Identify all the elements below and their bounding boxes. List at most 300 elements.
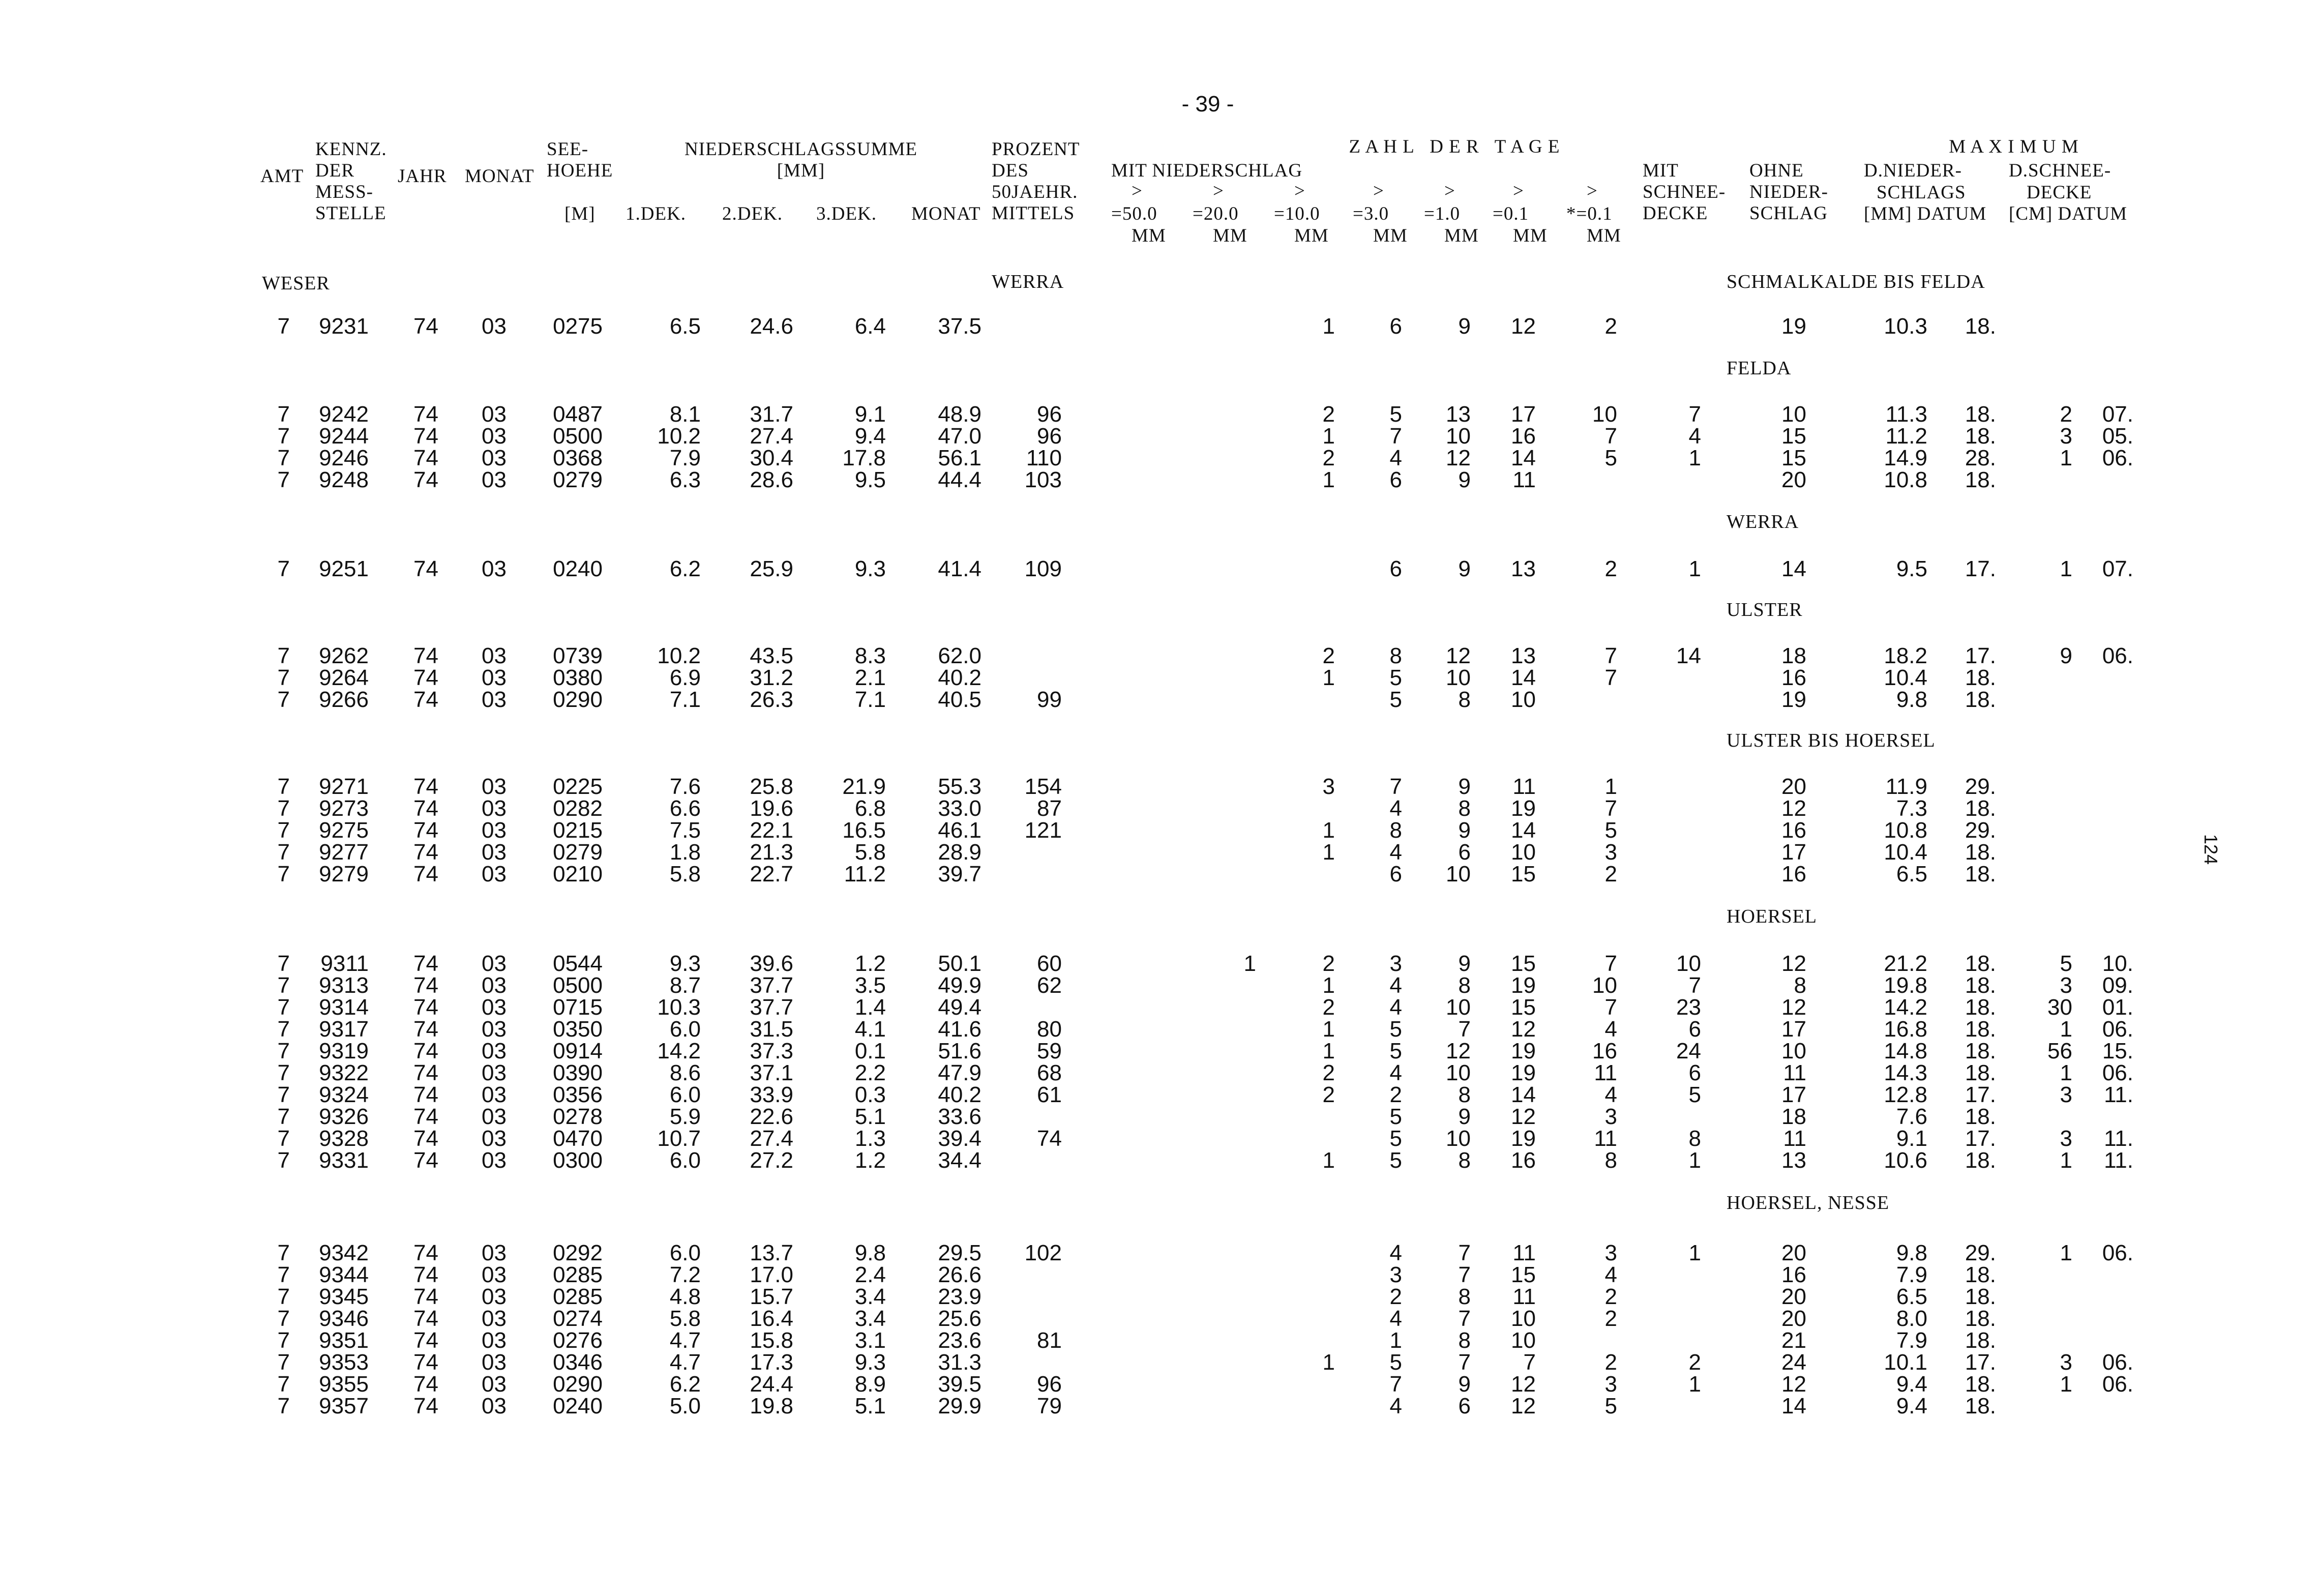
table-cell: 9357 [319, 1394, 369, 1418]
table-cell: 03 [482, 402, 507, 427]
table-cell: 13 [1511, 556, 1536, 581]
header-seehoehe-line: HOEHE [547, 160, 613, 181]
table-cell: 9.3 [854, 556, 886, 581]
table-cell: 8 [1458, 1082, 1471, 1107]
table-cell: 74 [413, 1262, 438, 1287]
table-cell: 18. [1965, 1104, 1996, 1129]
table-cell: 10. [2102, 951, 2133, 976]
table-cell: 03 [482, 1372, 507, 1397]
table-cell: 96 [1037, 1372, 1062, 1397]
table-cell: 1.2 [854, 951, 886, 976]
table-cell: 7.6 [1896, 1104, 1927, 1129]
table-cell: 0346 [553, 1350, 603, 1375]
table-cell: 14 [1676, 643, 1701, 668]
table-cell: 9 [1458, 314, 1471, 339]
table-cell: 31.3 [938, 1350, 981, 1375]
table-cell: 03 [482, 840, 507, 865]
table-cell: 9279 [319, 862, 369, 886]
table-cell: 40.2 [938, 1082, 981, 1107]
table-cell: 74 [413, 446, 438, 470]
table-cell: 40.5 [938, 687, 981, 712]
table-cell: 9313 [319, 973, 369, 998]
table-cell: 12 [1781, 951, 1806, 976]
table-cell: 0914 [553, 1039, 603, 1063]
table-cell: 19.6 [750, 796, 793, 821]
header-max-schnee-line: [CM] DATUM [2009, 203, 2128, 224]
table-cell: 9317 [319, 1017, 369, 1042]
table-cell: 5 [1604, 818, 1617, 843]
table-cell: 28.6 [750, 467, 793, 492]
table-cell: 19.8 [750, 1394, 793, 1418]
table-cell: 80 [1037, 1017, 1062, 1042]
table-cell: 06. [2102, 643, 2133, 668]
table-cell: 10 [1511, 1328, 1536, 1353]
table-cell: 49.9 [938, 973, 981, 998]
table-cell: 9311 [320, 951, 369, 976]
table-cell: 39.5 [938, 1372, 981, 1397]
table-cell: 56 [2047, 1039, 2072, 1063]
table-cell: 10 [1446, 995, 1471, 1020]
table-cell: 27.4 [750, 424, 793, 449]
header-dek-col: 1.DEK. [626, 203, 687, 224]
table-cell: 7.9 [1896, 1262, 1927, 1287]
table-cell: 06. [2102, 1350, 2133, 1375]
table-cell: 7 [277, 1350, 290, 1375]
table-cell: 1 [2060, 1372, 2072, 1397]
table-cell: 20 [1781, 1240, 1806, 1265]
table-cell: 0356 [553, 1082, 603, 1107]
table-cell: 1.4 [854, 995, 886, 1020]
header-prozent-line: PROZENT [992, 139, 1080, 160]
table-cell: 0279 [553, 467, 603, 492]
table-cell: 16.8 [1884, 1017, 1927, 1042]
header-threshold: =3.0 [1353, 203, 1389, 224]
table-cell: 9242 [319, 402, 369, 427]
table-cell: 1 [2060, 446, 2072, 470]
table-cell: 19 [1781, 314, 1806, 339]
table-cell: 16 [1781, 862, 1806, 886]
table-cell: 3 [2060, 424, 2072, 449]
table-cell: 9324 [319, 1082, 369, 1107]
table-cell: 1 [1688, 1240, 1701, 1265]
table-cell: 1 [2060, 1017, 2072, 1042]
table-cell: 03 [482, 951, 507, 976]
table-cell: 9271 [319, 774, 369, 799]
table-cell: 9251 [319, 556, 369, 581]
table-cell: 18. [1965, 796, 1996, 821]
table-cell: 1 [1688, 1148, 1701, 1173]
table-cell: 4 [1389, 973, 1402, 998]
table-cell: 4.8 [669, 1284, 701, 1309]
table-cell: 24.4 [750, 1372, 793, 1397]
table-cell: 7 [277, 665, 290, 690]
table-cell: 5.1 [854, 1394, 886, 1418]
table-cell: 2 [1688, 1350, 1701, 1375]
table-cell: 7.1 [854, 687, 886, 712]
header-dek-col: 3.DEK. [816, 203, 877, 224]
table-cell: 11 [1512, 467, 1536, 492]
table-cell: 13 [1511, 643, 1536, 668]
table-cell: 4.1 [854, 1017, 886, 1042]
table-cell: 7 [277, 1262, 290, 1287]
table-cell: 9346 [319, 1306, 369, 1331]
table-cell: 29.5 [938, 1240, 981, 1265]
table-cell: 3 [1322, 774, 1335, 799]
table-cell: 3 [2060, 1350, 2072, 1375]
table-cell: 2 [1322, 446, 1335, 470]
table-cell: 14 [1511, 446, 1536, 470]
header-threshold-gt: > [1513, 181, 1524, 201]
header-mit-schneedecke-line: SCHNEE- [1643, 182, 1726, 202]
table-cell: 03 [482, 1082, 507, 1107]
table-cell: 6.9 [669, 665, 701, 690]
table-cell: 7 [277, 1148, 290, 1173]
table-cell: 1 [1688, 1372, 1701, 1397]
table-cell: 74 [413, 796, 438, 821]
table-cell: 13.7 [750, 1240, 793, 1265]
table-cell: 15. [2102, 1039, 2133, 1063]
table-cell: 9.5 [1896, 556, 1927, 581]
table-cell: 15 [1511, 1262, 1536, 1287]
table-cell: 18. [1965, 314, 1996, 339]
table-cell: 6 [1458, 1394, 1471, 1418]
table-cell: 03 [482, 1017, 507, 1042]
table-cell: 8.0 [1896, 1306, 1927, 1331]
table-cell: 2 [1604, 862, 1617, 886]
table-cell: 0500 [553, 424, 603, 449]
header-threshold: =20.0 [1193, 203, 1239, 224]
table-cell: 19 [1511, 1126, 1536, 1151]
table-cell: 74 [413, 556, 438, 581]
table-cell: 39.7 [938, 862, 981, 886]
table-cell: 7 [1458, 1240, 1471, 1265]
table-cell: 43.5 [750, 643, 793, 668]
table-cell: 7 [277, 862, 290, 886]
table-cell: 16 [1781, 1262, 1806, 1287]
table-cell: 18. [1965, 1148, 1996, 1173]
table-cell: 7 [1604, 951, 1617, 976]
table-cell: 74 [413, 314, 438, 339]
table-cell: 5 [1604, 1394, 1617, 1418]
table-cell: 10.4 [1884, 840, 1927, 865]
table-cell: 7 [277, 1126, 290, 1151]
table-cell: 10 [1781, 1039, 1806, 1063]
table-cell: 7 [277, 424, 290, 449]
table-cell: 11.2 [1885, 424, 1927, 449]
table-cell: 8 [1794, 973, 1806, 998]
table-cell: 10.4 [1884, 665, 1927, 690]
table-cell: 59 [1037, 1039, 1062, 1063]
table-cell: 3.4 [854, 1306, 886, 1331]
table-cell: 1 [1322, 424, 1335, 449]
table-cell: 0282 [553, 796, 603, 821]
header-max-schnee-line: DECKE [2027, 182, 2092, 203]
table-cell: 9342 [319, 1240, 369, 1265]
table-cell: 15.7 [750, 1284, 793, 1309]
table-cell: 74 [413, 1126, 438, 1151]
table-cell: 11.2 [844, 862, 886, 886]
table-cell: 29.9 [938, 1394, 981, 1418]
table-cell: 39.4 [938, 1126, 981, 1151]
table-cell: 7 [1604, 643, 1617, 668]
table-cell: 8 [1604, 1148, 1617, 1173]
table-cell: 20 [1781, 1306, 1806, 1331]
table-cell: 12 [1446, 446, 1471, 470]
table-cell: 19 [1511, 796, 1536, 821]
table-cell: 40.2 [938, 665, 981, 690]
table-cell: 06. [2102, 446, 2133, 470]
table-cell: 5.9 [669, 1104, 701, 1129]
table-cell: 2 [1322, 1060, 1335, 1085]
table-cell: 0210 [553, 862, 603, 886]
table-cell: 10 [1446, 862, 1471, 886]
header-threshold-gt: > [1294, 181, 1305, 201]
table-cell: 18. [1965, 665, 1996, 690]
header-kennz-line: MESS- [315, 182, 373, 202]
table-cell: 10.7 [657, 1126, 701, 1151]
table-cell: 7 [277, 446, 290, 470]
table-cell: 2 [1322, 995, 1335, 1020]
header-prozent-line: 50JAEHR. [992, 182, 1078, 202]
table-cell: 9355 [319, 1372, 369, 1397]
table-cell: 6 [1389, 862, 1402, 886]
table-cell: 1.3 [854, 1126, 886, 1151]
table-cell: 7 [277, 643, 290, 668]
table-cell: 19.8 [1884, 973, 1927, 998]
table-cell: 39.6 [750, 951, 793, 976]
table-cell: 21.3 [750, 840, 793, 865]
table-cell: 09. [2102, 973, 2133, 998]
table-cell: 103 [1024, 467, 1062, 492]
header-mit-schneedecke-line: DECKE [1643, 203, 1708, 224]
table-cell: 7 [1458, 1017, 1471, 1042]
table-cell: 74 [413, 1284, 438, 1309]
table-cell: 6.0 [669, 1148, 701, 1173]
table-cell: 9326 [319, 1104, 369, 1129]
table-cell: 2 [1604, 556, 1617, 581]
table-cell: 6 [1688, 1060, 1701, 1085]
table-cell: 31.7 [750, 402, 793, 427]
table-cell: 21.9 [842, 774, 886, 799]
table-cell: 03 [482, 818, 507, 843]
header-max-nieder-line: D.NIEDER- [1864, 160, 1962, 181]
table-cell: 21.2 [1884, 951, 1927, 976]
table-cell: 7 [277, 1284, 290, 1309]
table-cell: 6.8 [854, 796, 886, 821]
table-cell: 7.6 [669, 774, 701, 799]
table-cell: 14 [1511, 1082, 1536, 1107]
table-cell: 11. [2104, 1082, 2133, 1107]
table-cell: 0276 [553, 1328, 603, 1353]
table-cell: 8 [1688, 1126, 1701, 1151]
table-cell: 74 [413, 1082, 438, 1107]
header-prozent-line: MITTELS [992, 203, 1075, 224]
table-cell: 1 [1322, 1148, 1335, 1173]
table-cell: 8.3 [854, 643, 886, 668]
header-threshold-unit: MM [1213, 225, 1247, 246]
table-cell: 8 [1458, 1328, 1471, 1353]
table-cell: 11. [2104, 1126, 2133, 1151]
table-cell: 20 [1781, 1284, 1806, 1309]
table-cell: 25.9 [750, 556, 793, 581]
table-cell: 0544 [553, 951, 603, 976]
table-cell: 9.1 [1896, 1126, 1927, 1151]
table-cell: 1 [1322, 314, 1335, 339]
table-cell: 5 [1389, 687, 1402, 712]
table-cell: 11 [1512, 1284, 1536, 1309]
table-cell: 5 [1389, 402, 1402, 427]
table-cell: 62 [1037, 973, 1062, 998]
header-kennz-line: KENNZ. [315, 139, 387, 160]
table-cell: 37.7 [750, 973, 793, 998]
table-cell: 17 [1781, 1017, 1806, 1042]
table-cell: 9 [1458, 774, 1471, 799]
table-cell: 18. [1965, 1284, 1996, 1309]
table-cell: 23.9 [938, 1284, 981, 1309]
table-cell: 10 [1511, 840, 1536, 865]
table-cell: 0290 [553, 1372, 603, 1397]
table-cell: 7 [277, 687, 290, 712]
table-cell: 9 [1458, 556, 1471, 581]
table-cell: 1 [1322, 818, 1335, 843]
table-cell: 18 [1781, 1104, 1806, 1129]
table-cell: 7 [1389, 774, 1402, 799]
table-cell: 9262 [319, 643, 369, 668]
table-cell: 03 [482, 1306, 507, 1331]
table-cell: 12 [1511, 1104, 1536, 1129]
section-label: HOERSEL, NESSE [1727, 1192, 1890, 1214]
table-cell: 14.3 [1884, 1060, 1927, 1085]
table-cell: 9246 [319, 446, 369, 470]
table-cell: 2 [1322, 951, 1335, 976]
table-cell: 60 [1037, 951, 1062, 976]
table-cell: 0275 [553, 314, 603, 339]
table-cell: 8 [1458, 1284, 1471, 1309]
table-cell: 03 [482, 774, 507, 799]
table-cell: 49.4 [938, 995, 981, 1020]
table-cell: 3 [2060, 1082, 2072, 1107]
table-cell: 10.2 [657, 424, 701, 449]
table-cell: 8 [1389, 643, 1402, 668]
table-cell: 16.4 [750, 1306, 793, 1331]
table-cell: 37.3 [750, 1039, 793, 1063]
table-cell: 0300 [553, 1148, 603, 1173]
table-cell: 18. [1965, 1060, 1996, 1085]
table-cell: 7 [1389, 424, 1402, 449]
table-cell: 22.1 [750, 818, 793, 843]
table-cell: 5 [1604, 446, 1617, 470]
table-cell: 26.3 [750, 687, 793, 712]
table-cell: 18. [1965, 1017, 1996, 1042]
table-cell: 16 [1511, 424, 1536, 449]
table-cell: 7 [277, 1060, 290, 1085]
table-cell: 3 [2060, 973, 2072, 998]
table-cell: 7 [1604, 995, 1617, 1020]
table-cell: 9.4 [854, 424, 886, 449]
table-cell: 7 [277, 1039, 290, 1063]
table-cell: 0500 [553, 973, 603, 998]
table-cell: 8 [1389, 818, 1402, 843]
table-cell: 55.3 [938, 774, 981, 799]
table-cell: 0739 [553, 643, 603, 668]
table-cell: 4 [1389, 446, 1402, 470]
header-kennz-line: DER [315, 160, 354, 181]
table-cell: 7 [1458, 1262, 1471, 1287]
table-cell: 7 [1458, 1350, 1471, 1375]
table-cell: 0.3 [854, 1082, 886, 1107]
header-threshold-unit: MM [1132, 225, 1166, 246]
side-page-number: 124 [2200, 834, 2221, 865]
table-cell: 1 [1688, 556, 1701, 581]
table-cell: 0215 [553, 818, 603, 843]
table-cell: 9248 [319, 467, 369, 492]
table-cell: 44.4 [938, 467, 981, 492]
table-cell: 33.9 [750, 1082, 793, 1107]
table-cell: 03 [482, 862, 507, 886]
table-cell: 7 [277, 1082, 290, 1107]
table-cell: 07. [2102, 402, 2133, 427]
table-cell: 8 [1458, 796, 1471, 821]
table-cell: 2 [1604, 314, 1617, 339]
header-threshold-unit: MM [1373, 225, 1408, 246]
table-cell: 1 [2060, 1148, 2072, 1173]
table-cell: 10.1 [1884, 1350, 1927, 1375]
table-cell: 9 [1458, 1372, 1471, 1397]
table-cell: 2 [1604, 1306, 1617, 1331]
table-cell: 12 [1511, 314, 1536, 339]
table-cell: 18. [1965, 862, 1996, 886]
table-cell: 3 [1604, 1372, 1617, 1397]
table-cell: 10.3 [657, 995, 701, 1020]
table-cell: 74 [413, 1372, 438, 1397]
table-cell: 0470 [553, 1126, 603, 1151]
table-cell: 22.7 [750, 862, 793, 886]
table-cell: 18. [1965, 973, 1996, 998]
table-cell: 7 [1523, 1350, 1536, 1375]
table-cell: 24 [1781, 1350, 1806, 1375]
header-threshold: =0.1 [1493, 203, 1529, 224]
table-cell: 33.0 [938, 796, 981, 821]
table-cell: 0279 [553, 840, 603, 865]
table-cell: 13 [1781, 1148, 1806, 1173]
table-cell: 14 [1781, 556, 1806, 581]
table-cell: 1 [1322, 1039, 1335, 1063]
table-cell: 4 [1688, 424, 1701, 449]
table-cell: 2 [1322, 643, 1335, 668]
table-cell: 03 [482, 1262, 507, 1287]
table-cell: 17. [1965, 556, 1996, 581]
table-cell: 14.9 [1884, 446, 1927, 470]
table-cell: 68 [1037, 1060, 1062, 1085]
table-cell: 1.8 [669, 840, 701, 865]
table-cell: 74 [413, 973, 438, 998]
table-cell: 0225 [553, 774, 603, 799]
header-threshold-unit: MM [1294, 225, 1329, 246]
table-cell: 16 [1592, 1039, 1617, 1063]
section-label: FELDA [1727, 358, 1792, 379]
table-cell: 5 [1688, 1082, 1701, 1107]
table-cell: 9.3 [669, 951, 701, 976]
table-cell: 10 [1781, 402, 1806, 427]
table-cell: 5 [1389, 1350, 1402, 1375]
header-threshold-gt: > [1373, 181, 1384, 201]
table-cell: 03 [482, 1039, 507, 1063]
table-cell: 06. [2102, 1372, 2133, 1397]
table-cell: 03 [482, 687, 507, 712]
table-cell: 4 [1389, 796, 1402, 821]
header-threshold-unit: MM [1513, 225, 1548, 246]
table-cell: 0.1 [854, 1039, 886, 1063]
